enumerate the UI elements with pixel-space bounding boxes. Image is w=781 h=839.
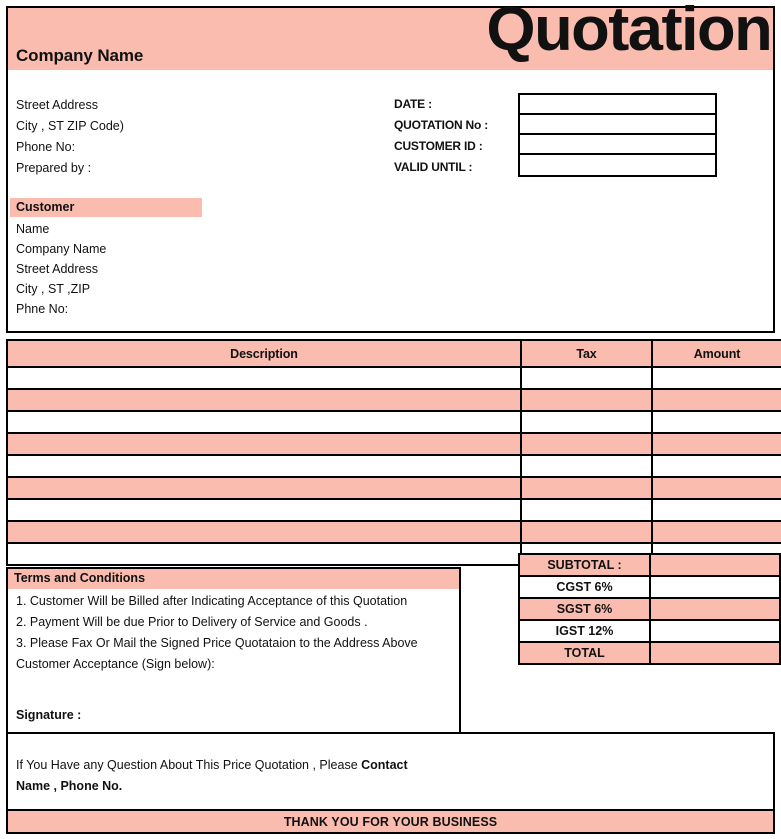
subtotal-label: SUBTOTAL :	[519, 554, 650, 576]
valid-until-input[interactable]	[518, 153, 717, 177]
line-items-table	[6, 339, 775, 566]
company-name-field[interactable]: Company Name	[16, 46, 144, 65]
table-row[interactable]	[7, 521, 781, 543]
contact-question-line	[16, 758, 408, 772]
cell-amount[interactable]	[652, 411, 781, 433]
sender-street-address[interactable]: Street Address	[16, 98, 98, 112]
cell-amount[interactable]	[652, 455, 781, 477]
totals-row-igst	[519, 620, 780, 642]
cell-description[interactable]	[7, 499, 521, 521]
total-label: TOTAL	[519, 642, 650, 664]
customer-id-label: CUSTOMER ID :	[394, 139, 483, 153]
cell-tax[interactable]	[521, 477, 652, 499]
contact-keyword: Contact	[361, 758, 408, 772]
customer-heading: Customer	[16, 200, 75, 214]
cell-amount[interactable]	[652, 389, 781, 411]
cell-description[interactable]	[7, 433, 521, 455]
cell-description[interactable]	[7, 543, 521, 565]
customer-phone[interactable]: Phne No:	[16, 302, 69, 316]
sgst-label: SGST 6%	[519, 598, 650, 620]
cell-tax[interactable]	[521, 455, 652, 477]
igst-label: IGST 12%	[519, 620, 650, 642]
signature-label[interactable]: Signature :	[16, 708, 82, 722]
page-title: Quotation	[486, 0, 771, 64]
table-row[interactable]	[7, 455, 781, 477]
sender-phone[interactable]: Phone No:	[16, 140, 76, 154]
cell-description[interactable]	[7, 367, 521, 389]
igst-value[interactable]	[650, 620, 780, 642]
cell-tax[interactable]	[521, 499, 652, 521]
customer-city-state-zip[interactable]: City , ST ,ZIP	[16, 282, 91, 296]
cell-description[interactable]	[7, 389, 521, 411]
terms-title: Terms and Conditions	[14, 571, 146, 585]
totals-table	[518, 553, 775, 665]
sender-city-state-zip[interactable]: City , ST ZIP Code)	[16, 119, 124, 133]
terms-line-1: 1. Customer Will be Billed after Indicating Acceptance of this Quotation	[16, 594, 408, 608]
thank-you-text: THANK YOU FOR YOUR BUSINESS	[283, 814, 498, 829]
cgst-label: CGST 6%	[519, 576, 650, 598]
totals-row-sgst	[519, 598, 780, 620]
thank-you-band	[6, 809, 775, 834]
document-header-band	[6, 0, 775, 72]
table-row[interactable]	[7, 411, 781, 433]
table-header-row	[7, 340, 781, 367]
subtotal-value[interactable]	[650, 554, 780, 576]
terms-line-3: 3. Please Fax Or Mail the Signed Price Quotataion to the Address Above	[16, 636, 418, 650]
table-row[interactable]	[7, 499, 781, 521]
quotation-sheet	[6, 0, 775, 835]
contact-question-text: If You Have any Question About This Price Quotation , Please	[16, 758, 362, 772]
total-value[interactable]	[650, 642, 780, 664]
table-row[interactable]	[7, 477, 781, 499]
cell-tax[interactable]	[521, 433, 652, 455]
column-header-tax: Tax	[521, 340, 652, 367]
customer-company-name[interactable]: Company Name	[16, 242, 107, 256]
totals-row-total	[519, 642, 780, 664]
table-row[interactable]	[7, 389, 781, 411]
cell-description[interactable]	[7, 455, 521, 477]
terms-and-conditions-box	[6, 567, 461, 734]
table-row[interactable]	[7, 367, 781, 389]
customer-name[interactable]: Name	[16, 222, 50, 236]
cell-description[interactable]	[7, 477, 521, 499]
sender-and-customer-block	[6, 70, 775, 333]
totals-row-cgst	[519, 576, 780, 598]
column-header-description: Description	[7, 340, 521, 367]
cell-amount[interactable]	[652, 433, 781, 455]
cell-amount[interactable]	[652, 367, 781, 389]
column-header-amount: Amount	[652, 340, 781, 367]
quotation-no-label: QUOTATION No :	[394, 118, 489, 132]
cell-amount[interactable]	[652, 521, 781, 543]
cgst-value[interactable]	[650, 576, 780, 598]
totals-row-subtotal	[519, 554, 780, 576]
valid-until-label: VALID UNTIL :	[394, 160, 473, 174]
customer-acceptance-line: Customer Acceptance (Sign below):	[16, 657, 215, 671]
customer-heading-band	[10, 198, 202, 217]
cell-amount[interactable]	[652, 477, 781, 499]
cell-tax[interactable]	[521, 367, 652, 389]
table-row[interactable]	[7, 433, 781, 455]
date-label: DATE :	[394, 97, 432, 111]
cell-tax[interactable]	[521, 411, 652, 433]
sender-prepared-by[interactable]: Prepared by :	[16, 161, 92, 175]
contact-name-phone: Name , Phone No.	[16, 779, 123, 793]
customer-street-address[interactable]: Street Address	[16, 262, 98, 276]
sgst-value[interactable]	[650, 598, 780, 620]
cell-tax[interactable]	[521, 389, 652, 411]
footer-contact-area	[6, 732, 775, 809]
cell-description[interactable]	[7, 411, 521, 433]
cell-description[interactable]	[7, 521, 521, 543]
terms-heading-band	[8, 569, 459, 589]
cell-tax[interactable]	[521, 521, 652, 543]
cell-amount[interactable]	[652, 499, 781, 521]
terms-line-2: 2. Payment Will be due Prior to Delivery of Service and Goods .	[16, 615, 368, 629]
